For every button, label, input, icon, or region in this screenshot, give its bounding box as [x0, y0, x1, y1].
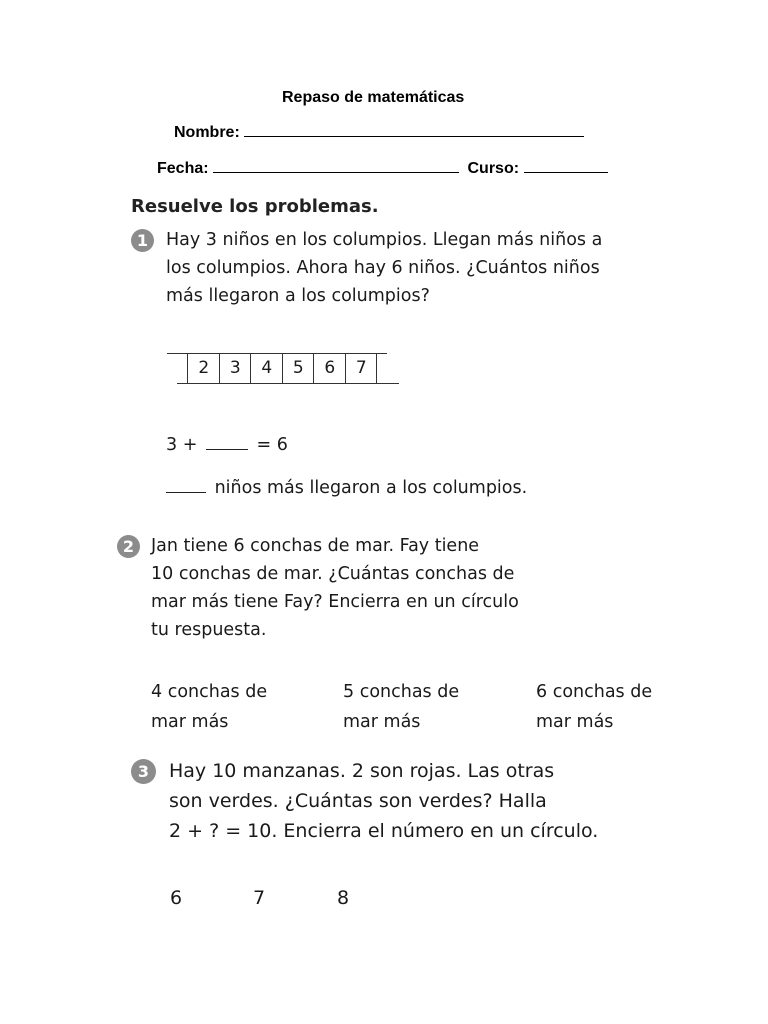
number-line-cell: 6: [313, 353, 346, 383]
course-blank[interactable]: [524, 171, 608, 173]
date-label: Fecha:: [157, 160, 209, 177]
equation: [166, 431, 288, 459]
problem-1-line: más llegaron a los columpios?: [166, 286, 430, 306]
course-label: Curso:: [467, 160, 520, 177]
name-label: Nombre:: [174, 124, 240, 141]
number-line-bottom-rule: [177, 383, 399, 384]
problem-2-line: mar más tiene Fay? Encierra en un círculo: [151, 592, 519, 612]
number-line: [167, 351, 399, 385]
problem-2-choice[interactable]: [343, 677, 459, 737]
page-title: Repaso de matemáticas: [282, 89, 465, 106]
equation-right: = 6: [256, 435, 288, 455]
number-line-cell: 2: [187, 353, 220, 383]
number-line-cell: 4: [250, 353, 283, 383]
problem-2-line: Jan tiene 6 conchas de mar. Fay tiene: [151, 536, 480, 556]
choice-line: mar más: [343, 712, 421, 732]
date-blank[interactable]: [213, 171, 459, 173]
problem-2-choice[interactable]: [536, 677, 652, 737]
answer-text: niños más llegaron a los columpios.: [214, 478, 528, 498]
equation-blank[interactable]: [206, 448, 248, 450]
problem-2-line: 10 conchas de mar. ¿Cuántas conchas de: [151, 564, 515, 584]
choice-line: mar más: [151, 712, 229, 732]
choice-line: mar más: [536, 712, 614, 732]
problem-3-choice[interactable]: 6: [170, 887, 183, 909]
number-line-cell: 3: [219, 353, 252, 383]
problem-1-text: [166, 226, 602, 310]
instructions: Resuelve los problemas.: [131, 196, 379, 217]
problem-3-line: son verdes. ¿Cuántas son verdes? Halla: [169, 790, 547, 812]
choice-line: 6 conchas de: [536, 682, 653, 702]
answer-sentence: [166, 474, 527, 502]
problem-2-badge: 2: [117, 535, 140, 558]
name-field: [174, 124, 584, 142]
choice-line: 4 conchas de: [151, 682, 268, 702]
answer-blank[interactable]: [166, 491, 206, 493]
number-line-cell: 5: [282, 353, 315, 383]
problem-2-line: tu respuesta.: [151, 620, 267, 640]
problem-3-text: [169, 756, 598, 846]
problem-2-choice[interactable]: [151, 677, 267, 737]
choice-line: 5 conchas de: [343, 682, 460, 702]
problem-1-badge: 1: [131, 229, 154, 252]
problem-3-choice[interactable]: 7: [253, 887, 266, 909]
date-course-row: [157, 160, 608, 178]
equation-left: 3 +: [166, 435, 198, 455]
name-blank[interactable]: [244, 135, 584, 137]
number-line-cell: 7: [345, 353, 378, 383]
problem-1-line: Hay 3 niños en los columpios. Llegan más niños a: [166, 230, 603, 250]
problem-3-line: Hay 10 manzanas. 2 son rojas. Las otras: [169, 760, 555, 782]
problem-3-line: 2 + ? = 10. Encierra el número en un círculo.: [169, 820, 599, 842]
problem-1-line: los columpios. Ahora hay 6 niños. ¿Cuántos niños: [166, 258, 600, 278]
problem-3-badge: 3: [131, 759, 156, 784]
number-line-end-tick: [376, 353, 377, 383]
problem-3-choice[interactable]: 8: [337, 887, 350, 909]
problem-2-text: [151, 532, 519, 644]
